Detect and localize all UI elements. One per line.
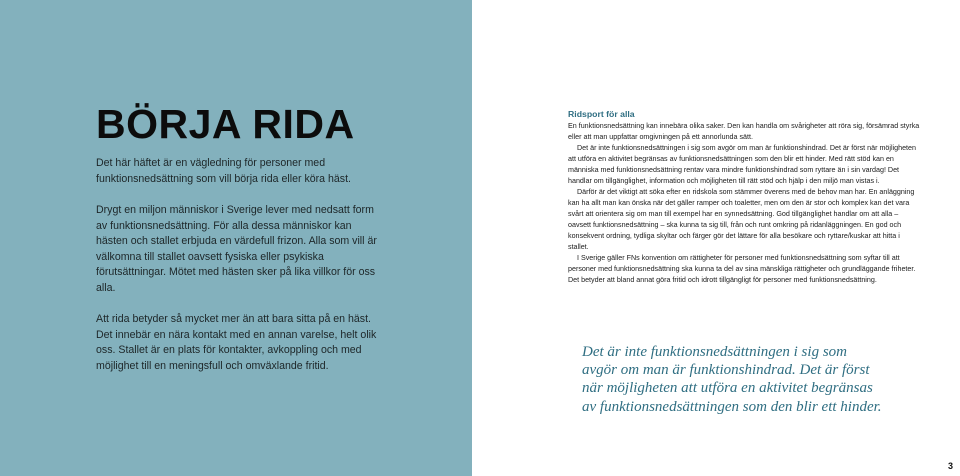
article-text-column xyxy=(568,108,920,286)
intro-paragraph-1: Det här häftet är en vägledning för personer med funktionsnedsättning som vill börja rida eller köra häst. xyxy=(96,157,351,185)
article-paragraph-2: Det är inte funktionsnedsättningen i sig som avgör om man är funktionshindrad. Det är först när möjligheten att utföra en aktivitet begränsas av funktionsnedsättningen som den blir ett hinder. Med rätt stöd kan en människa med funktionsnedsättning rentav vara mindre funktionshindrad som ryttare än i sin vardag! Det handlar om tillgänglighet, information och möjligheten till rätt stöd och hjälp i den miljö man vistas i. xyxy=(568,144,916,185)
intro-paragraph-3: Att rida betyder så mycket mer än att bara sitta på en häst. Det innebär en nära kontakt med en annan varelse, helt olik oss. Stallet är en plats för kontakter, avkoppling och med möjlighet till en meningsfull och omväxlande fritid. xyxy=(96,313,377,372)
right-page xyxy=(472,0,960,476)
article-paragraph-1: En funktionsnedsättning kan innebära olika saker. Den kan handla om svårigheter att röra sig, försämrad styrka eller att man uppfattar omgivningen på ett annorlunda sätt. xyxy=(568,122,920,141)
page-number: 3 xyxy=(947,461,953,471)
pull-quote: Det är inte funktionsnedsättningen i sig som avgör om man är funktionshindrad. Det är först när möjligheten att utföra en aktivitet begränsas av funktionsnedsättningen som den blir ett hinder. xyxy=(582,344,882,415)
article-paragraph-3: Därför är det viktigt att söka efter en ridskola som stämmer överens med de behov man har. En anläggning kan ha allt man kan önska när det gäller ramper och toaletter, men om den är stor och komplex kan det vara svårt att orientera sig om man till exempel har en synnedsättning. God tillgänglighet handlar om att alla – oavsett funktionsnedsättning – ska kunna ta sig till, från och runt omkring på ridanläggningen. En god och konsekvent ordning, tydliga skyltar och färger gör det lättare för alla besökare och ryttare/kuskar att hitta i stallet. xyxy=(568,188,915,251)
intro-text-column xyxy=(96,156,380,374)
page-title: BÖRJA RIDA xyxy=(96,101,355,147)
article-paragraph-4: I Sverige gäller FNs konvention om rättigheter för personer med funktionsnedsättning som syftar till att personer med funktionsnedsättning ska kunna ta del av sina mänskliga rättigheter och grundläggande friheter. Det betyder att bland annat göra fritid och idrott tillgängligt för personer med funktionsnedsättning. xyxy=(568,254,916,284)
intro-paragraph-2: Drygt en miljon människor i Sverige lever med nedsatt form av funktionsnedsättning. För alla dessa människor kan hästen och stallet erbjuda en värdefull frizon. Alla som vill är välkomna till stallet oavsett fysiska eller psykiska förutsättningar. Mötet med hästen sker på lika villkor för oss alla. xyxy=(96,204,377,294)
left-page xyxy=(0,0,472,476)
section-heading: Ridsport för alla xyxy=(568,109,635,119)
